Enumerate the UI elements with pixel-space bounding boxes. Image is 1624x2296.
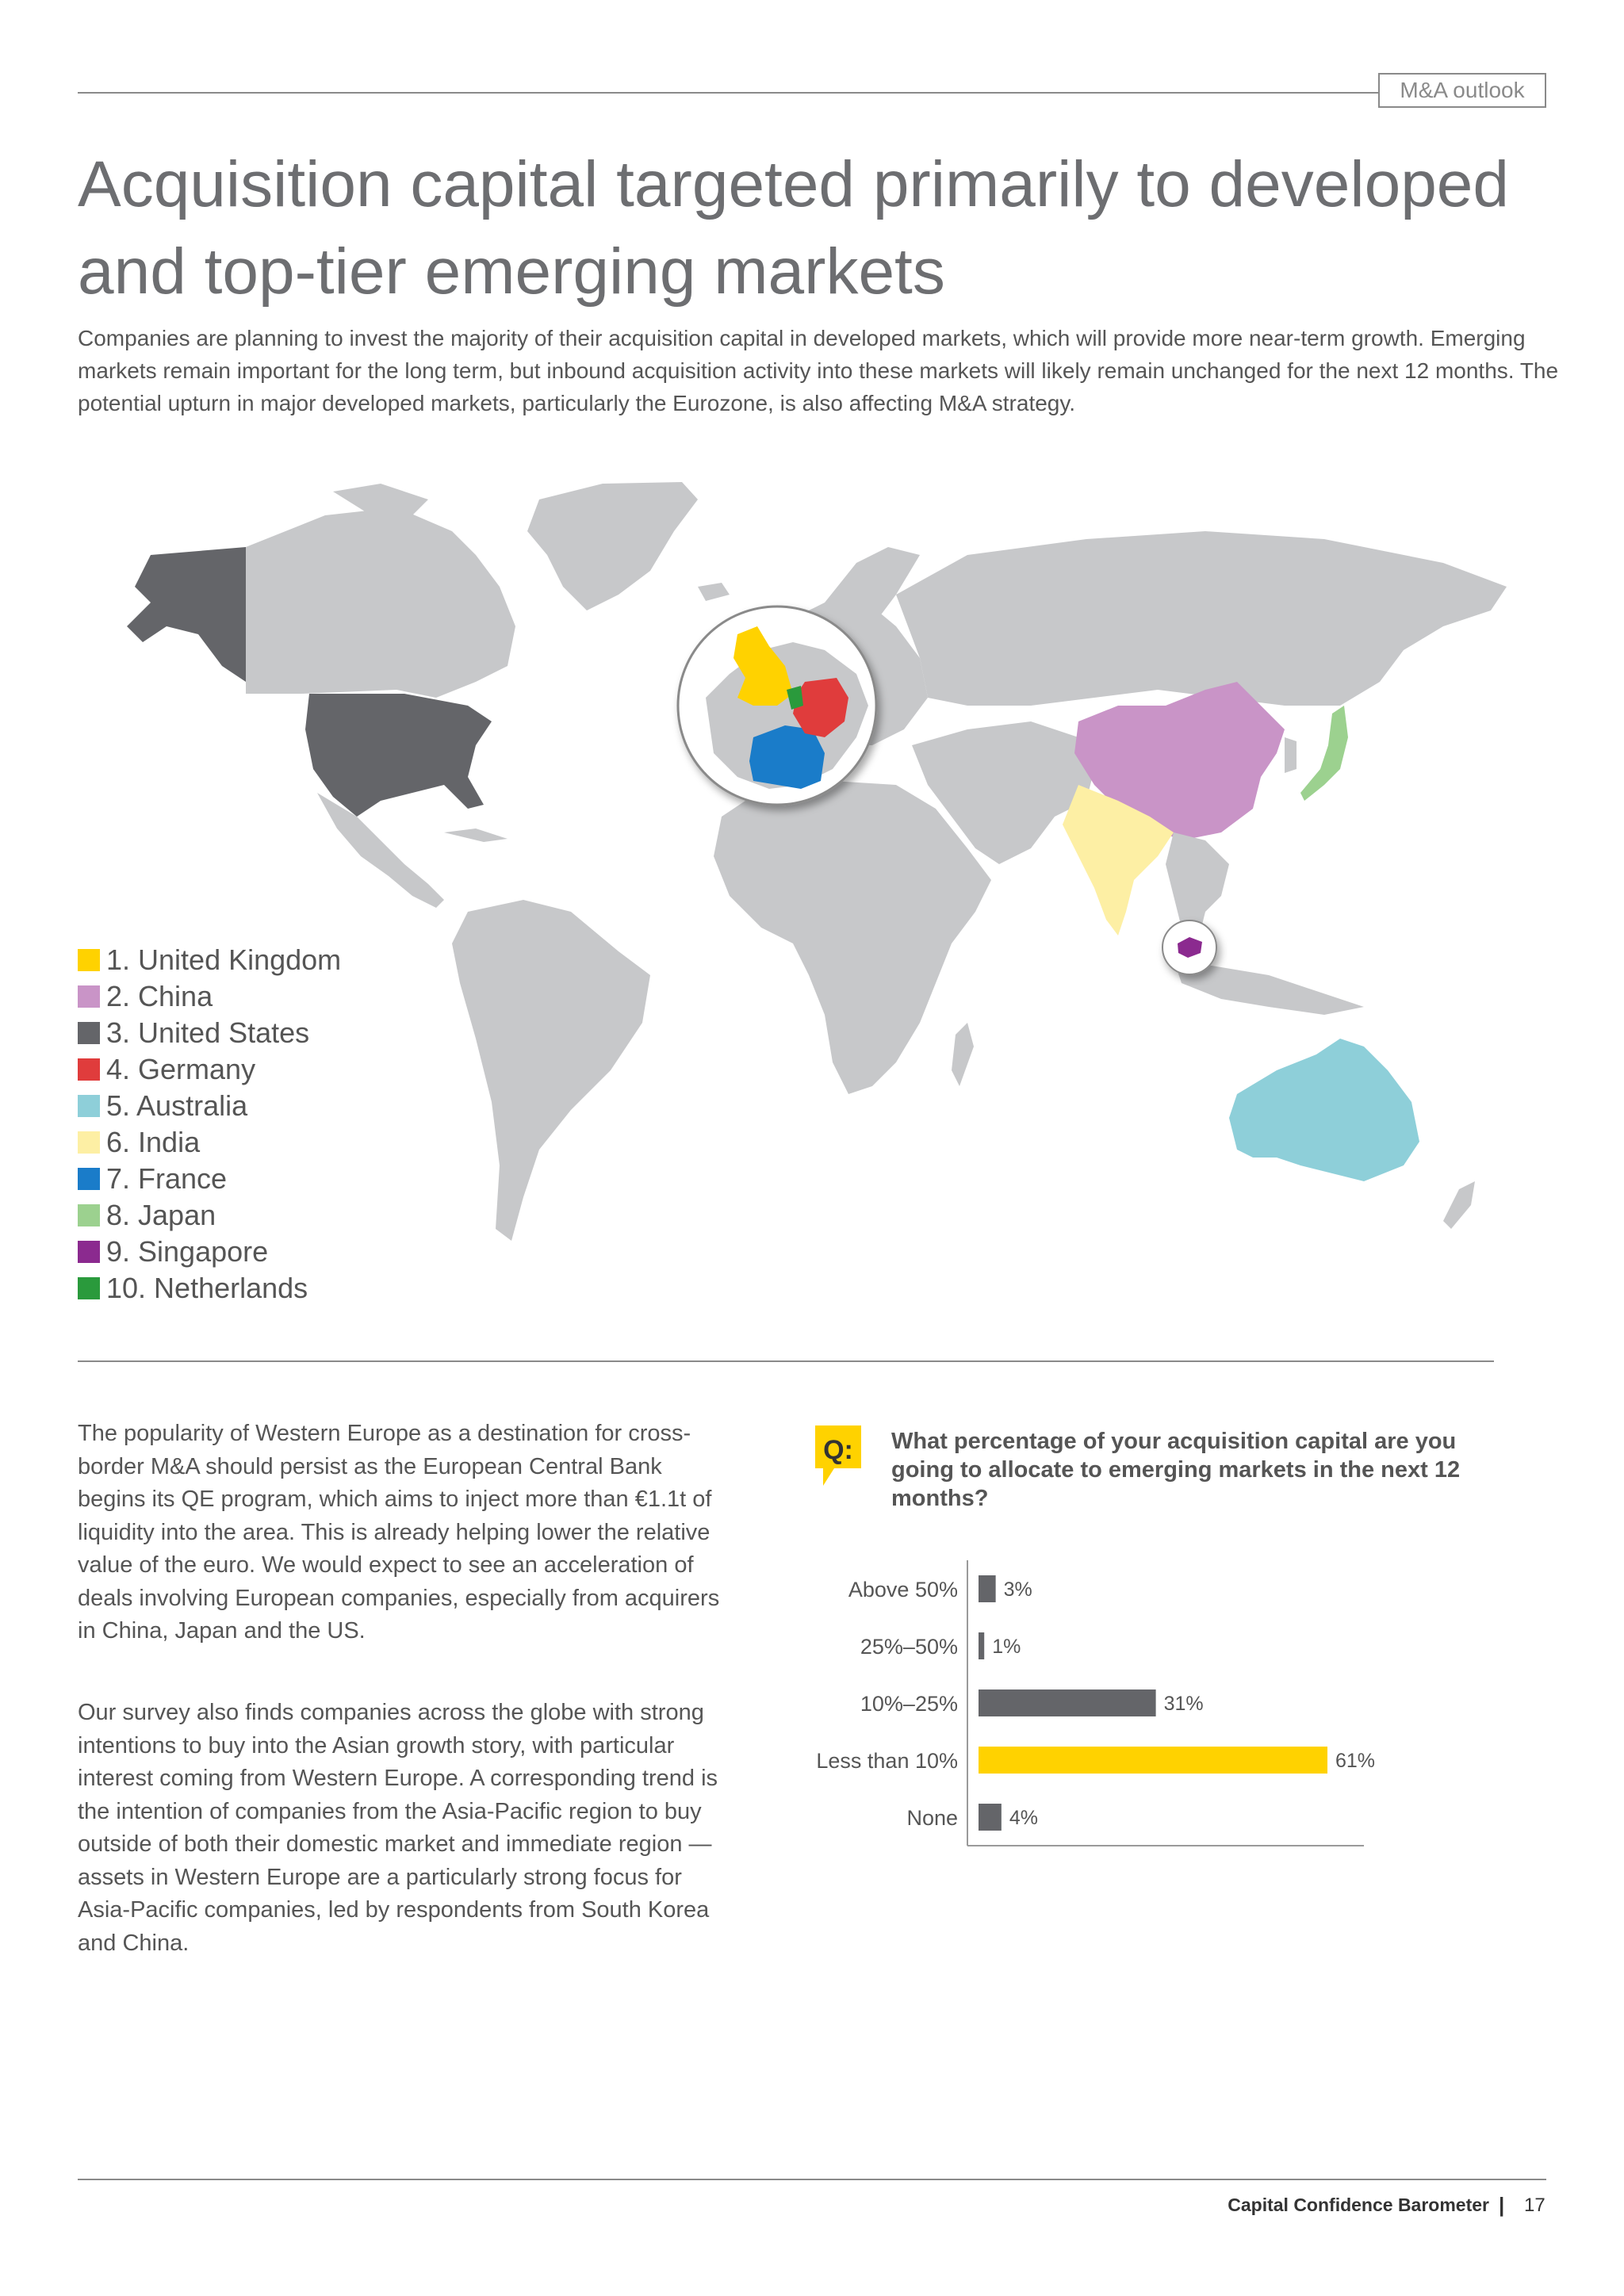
legend-label: 5. Australia: [106, 1089, 248, 1122]
page-number: 17: [1524, 2195, 1545, 2216]
chart-value-label: 4%: [1009, 1807, 1038, 1829]
legend-swatch: [78, 1168, 100, 1190]
footer-rule: [78, 2179, 1546, 2180]
footer-title: Capital Confidence Barometer: [1228, 2195, 1489, 2215]
section-divider: [78, 1360, 1494, 1362]
chart-value-label: 61%: [1335, 1750, 1376, 1772]
legend-item: [78, 1088, 341, 1124]
chart-value-label: 31%: [1163, 1693, 1204, 1715]
australia-shape: [1229, 1039, 1419, 1181]
chart-category-label: 10%–25%: [860, 1692, 958, 1716]
legend-label: 3. United States: [106, 1016, 310, 1049]
chart-category-label: 25%–50%: [860, 1635, 958, 1659]
legend-item: [78, 1234, 341, 1270]
legend-item: [78, 978, 341, 1015]
legend-item: [78, 942, 341, 978]
korea-shape: [1285, 737, 1297, 773]
iceland-shape: [698, 583, 730, 601]
legend-label: 6. India: [106, 1126, 201, 1158]
legend-label: 9. Singapore: [106, 1235, 269, 1268]
page-title: Acquisition capital targeted primarily to developed and top-tier emerging markets: [78, 148, 1510, 308]
canada-shape: [246, 507, 515, 698]
chart-bar: [979, 1632, 984, 1659]
chart-bar: [979, 1804, 1002, 1831]
mexico-shape: [317, 793, 444, 908]
legend-swatch: [78, 1204, 100, 1226]
bar-chart-svg: [793, 1554, 1427, 1855]
greenland-shape: [527, 482, 698, 610]
legend-label: 2. China: [106, 980, 213, 1012]
chart-value-label: 3%: [1003, 1578, 1032, 1601]
allocation-bar-chart: [793, 1554, 1427, 1855]
legend-swatch: [78, 1022, 100, 1044]
header-rule: [78, 92, 1378, 94]
africa-shape: [714, 781, 991, 1094]
chart-value-label: 1%: [992, 1636, 1021, 1658]
alaska-shape: [127, 547, 246, 682]
legend-item: [78, 1161, 341, 1197]
legend-item: [78, 1124, 341, 1161]
legend-swatch: [78, 1277, 100, 1299]
legend-label: 8. Japan: [106, 1199, 216, 1231]
japan-shape: [1300, 706, 1348, 801]
legend-swatch: [78, 1058, 100, 1081]
map-legend: [78, 942, 341, 1307]
arctic-islands-shape: [333, 484, 428, 515]
chart-bar: [979, 1575, 996, 1602]
chart-category-label: Above 50%: [848, 1578, 958, 1601]
legend-item: [78, 1270, 341, 1307]
legend-label: 7. France: [106, 1162, 228, 1195]
question-badge-shape: [815, 1425, 861, 1489]
chart-category-label: None: [906, 1806, 958, 1830]
legend-item: [78, 1051, 341, 1088]
chart-bar: [979, 1689, 1156, 1716]
madagascar-shape: [952, 1023, 974, 1086]
footer-separator: |: [1499, 2193, 1505, 2217]
legend-swatch: [78, 1131, 100, 1154]
chart-category-label: Less than 10%: [816, 1749, 958, 1773]
legend-swatch: [78, 1095, 100, 1117]
section-tag: M&A outlook: [1378, 73, 1546, 108]
legend-label: 1. United Kingdom: [106, 943, 342, 976]
question-badge-label: Q:: [823, 1435, 853, 1465]
question-badge: [815, 1425, 861, 1489]
russia-shape: [896, 531, 1507, 706]
legend-swatch: [78, 1241, 100, 1263]
question-text: What percentage of your acquisition capital are you going to allocate to emerging markets in the next 12 months?: [891, 1429, 1461, 1511]
legend-label: 4. Germany: [106, 1053, 256, 1085]
body-paragraph-2: Our survey also finds companies across the globe with strong intentions to buy into the Asian growth story, with particular interest coming from Western Europe. A corresponding trend is the intention of companies from the Asia-Pacific region to buy outside of both their domestic market and immediate region — assets in Western Europe are a particularly strong focus for Asia-Pacific companies, led by respondents from South Korea and China.: [78, 1700, 718, 1956]
new-zealand-shape: [1443, 1181, 1475, 1229]
legend-label: 10. Netherlands: [106, 1272, 308, 1304]
caribbean-shape: [444, 828, 508, 842]
legend-item: [78, 1015, 341, 1051]
body-paragraph-1: The popularity of Western Europe as a destination for cross-border M&A should persist as the European Central Bank begins its QE program, which aims to inject more than €1.1t of liquidity into the area. This is already helping lower the relative value of the euro. We would expect to see an acceleration of deals involving European companies, especially from acquirers in China, Japan and the US.: [78, 1421, 720, 1644]
south-america-shape: [452, 900, 650, 1241]
legend-swatch: [78, 949, 100, 971]
usa-shape: [305, 694, 492, 817]
intro-paragraph: Companies are planning to invest the majority of their acquisition capital in developed markets, which will provide more near-term growth. Emerging markets remain important for the long term, but inbound acquisition activity into these markets will likely remain unchanged for the next 12 months. The potential upturn in major developed markets, particularly the Eurozone, is also affecting M&A strategy.: [78, 326, 1559, 415]
legend-swatch: [78, 985, 100, 1008]
chart-bar: [979, 1747, 1327, 1774]
legend-item: [78, 1197, 341, 1234]
